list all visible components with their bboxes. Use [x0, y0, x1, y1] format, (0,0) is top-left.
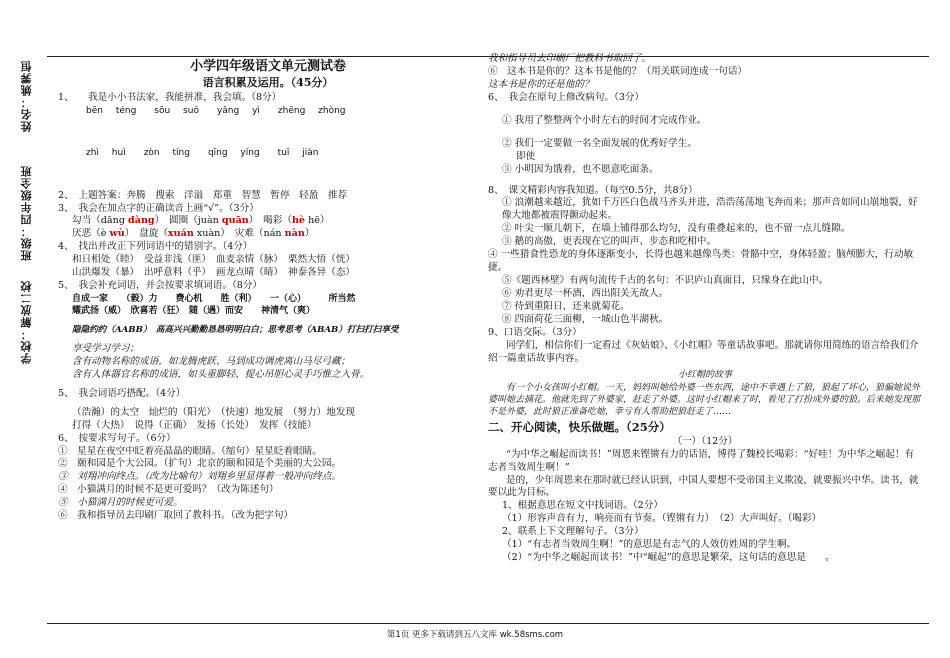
question-3: 3、 我会在加点字的正确读音上画“√”。（3分） [58, 202, 259, 214]
name-label: 姓名：姚霁恒 [20, 60, 33, 132]
reading-question-1: 1、根据意思在短文中找词语。（2分） [502, 500, 663, 512]
question-6-row-a: （浩瀚）的太空 灿烂的（阳光） （快速）地发展 （努力）地发现 [72, 406, 356, 418]
pinyin-row-2: zhì huì zòn tíng qīng yíng tuī jiàn [86, 148, 319, 159]
reading-paragraph-2: 是的，少年周恩来在那时就已经认识到，中国人要想不受帝国主义欺凌，就要振兴中华。读书，就要以此为目标。 [488, 474, 919, 499]
right-column [488, 53, 922, 565]
reading-question-2: 2、联系上下文理解句子。（3分） [502, 526, 644, 538]
reading-paragraph-1: “为中华之崛起而读书！”周恩来铿锵有力的话语，博得了魏校长喝彩：“好哇！为中华之崛起！有志者当效周生啊！” [488, 448, 915, 473]
question-1: 1、 我是小小书法家，我能拼准，我会填。（8分） [58, 92, 282, 104]
section-two-title: 二、开心阅读，快乐做题。（25分） [488, 420, 671, 435]
question-4: 4、 找出并改正下列词语中的错别字。（4分） [58, 241, 253, 253]
question-5-row-a: 自成一家 （毅）力 费心机 胜（利） 一（心） 所当然 [72, 294, 356, 305]
reading-answer-2a: （1）“有志者当效周生啊！”的意思是有志气的人效仿姓周的学生啊。 [502, 539, 797, 551]
question-7-item-1: ① 星星在夜空中眨着亮晶晶的眼睛。（缩句）星星眨着眼睛。 [58, 445, 322, 457]
revise-insert-word: 即使 [516, 150, 536, 162]
question-4-row-a: 和日相处（睦） 受益非浅（匪） 血麦亲情（脉） 栗然大悟（恍） [72, 254, 356, 266]
question-5-row-b: 耀武扬（威） 欣喜若（狂） 随（遇）而安 神清气（爽） [72, 306, 316, 317]
question-7-item-6: ⑥ 我和指导员去印刷厂取回了教科书。（改为把字句） [58, 510, 294, 522]
text-recall-2: ② 叶尖一顺儿朝下，在墙上铺得那么均匀，没有重叠起来的，也不留一点儿缝隙。 [502, 223, 851, 235]
question-8: 8、 课文精彩内容我知道。（每空0.5分，共8分） [488, 184, 698, 196]
text-recall-7: ⑦ 待到重阳日，还来就菊花。 [502, 300, 630, 312]
text-recall-3: ③ 鹅的高傲，更表现在它的叫声、步态和吃相中。 [502, 236, 717, 248]
question-7-item-3: ③ 刘翔冲向终点。（改为比喻句）刘翔乡里显得着一般冲向终点。 [58, 471, 342, 483]
question-5-row-c: 隐隐约约（AABB） 高高兴兴勤勤恳恳明明白白；思考思考（ABAB）打扫打扫享受 [72, 325, 399, 336]
question-2: 2、 上题答案：奔腾 搜索 洋溢 郑重 智慧 暂停 轻盈 推荐 [58, 189, 348, 201]
reading-answer-2b: （2）“为中华之崛起而读书！”中“崛起”的意思是繁荣，这句话的意思是 。 [502, 552, 835, 564]
story-text: 有一个小女孩叫小红帽。一天，妈妈叫她给外婆一些东西，途中不幸遇上了狼，狼起了坏心，狼骗她说外婆叫她去摘花。他就先到了外婆家，赶走了外婆。这时小红帽来了时，看见了打扮成外婆的狼。后来她发现那不是外婆，此时狼正准备吃她，幸亏有人帮助把狼赶走了…… [488, 382, 921, 418]
exam-title: 小学四年级语文单元测试卷 [189, 59, 346, 74]
question-7-item-5: ⑤ 小猫满月的时候更可爱。 [58, 497, 183, 509]
question-7-item-4: ④ 小猫满月的时候不是更可爱吗？（改为陈述句） [58, 484, 279, 496]
section-one-title: 语言积累及运用。（45分） [202, 75, 334, 89]
question-6: 5、 我会词语巧搭配。（4分） [58, 387, 186, 399]
question-7-item-2: ② 颐和园是个大公园。（扩句）北京的颐和园是个美丽的大公园。 [58, 458, 342, 470]
text-recall-6: ⑥ 劝君更尽一杯酒，西出阳关无故人。 [502, 288, 669, 299]
answer-space [58, 117, 478, 147]
revise-sentence-1: ① 我用了整整两个小时左右的时间才完成作业。 [502, 114, 707, 126]
question-7: 6、 按要求写句子。（6分） [58, 432, 176, 444]
school-label: 学校：解放二校 [20, 280, 33, 364]
question-9-prompt: 同学们，相信你们一定看过《灰姑娘》、《小红帽》等童话故事吧。那就请你用简练的语言给我们介绍一篇童话故事内容。 [488, 339, 919, 364]
class-label: 班级：四年级全班 [20, 165, 33, 261]
section-two-subtitle: （一）（12分） [672, 435, 738, 447]
question-6-revise: 6、 我会在原句上修改病句。（3分） [488, 91, 645, 103]
question-6-row-b: 打得（大热） 说得（正确） 发扬（长处） 发挥（技能） [72, 419, 317, 431]
question-5-row-e: 含有动物名称的成语，如龙腾虎跃、马到成功调虎离山马尽弓藏； [72, 355, 351, 367]
page-footer: 第1页 更多下载请到五八文库 wk.58sms.com [386, 630, 564, 640]
pinyin-row-1: bēn téng sōu suǒ yǎng yì zhēng zhòng [86, 106, 346, 117]
answer-text: 我和指导员去印刷厂把教科书取回了。 [488, 53, 652, 64]
question-item: ⑥ 这本书是你的？这本书是他的？（用关联词连成一句话） [488, 65, 748, 77]
question-5: 5、 我会补充词语，并会按要求填词语。（8分） [58, 280, 263, 292]
text-recall-5: ⑤《题西林壁》有两句流传千古的名句：不识庐山真面目，只缘身在此山中。 [502, 275, 829, 287]
reading-answer-1: （1）形容声音有力，响亮而有节奏。（铿锵有力） （2）大声叫好。（喝彩） [502, 513, 822, 525]
left-column [58, 58, 478, 523]
revise-sentence-3: ③ 小明因为饿着，也不愿意吃面条。 [502, 163, 659, 175]
question-5-row-d: 享受学习学习； [72, 342, 140, 354]
question-5-row-f: 含有人体器官名称的成语，如头重脚轻、提心吊胆心灵手巧惟之入骨。 [72, 368, 370, 380]
text-recall-8: ⑧ 四面荷花三面柳，一城山色半湖秋。 [502, 313, 669, 325]
text-recall-4: ④ 一些猎食性恐龙的身体逐渐变小，长得也越来越像鸟类：骨骼中空，身体轻盈；脑颅膨大，行动敏捷。 [488, 249, 914, 274]
question-9: 9、口语交际。（3分） [488, 326, 582, 338]
revise-sentence-2: ② 我们一定要做一名全面发展的优秀好学生。 [502, 137, 697, 149]
question-3-row-b: 厌恶（è wù） 盘旋（xuán xuàn） 灾难（nán nàn） [72, 228, 315, 240]
text-recall-1: ① 浪潮越来越近，犹如千万匹白色战马齐头并进，浩浩荡荡地飞奔而来；那声音如同山崩地裂，好像大地都被震得颤动起来。 [502, 197, 918, 222]
story-title: 小红帽的故事 [677, 369, 732, 380]
answer-space [58, 160, 478, 190]
question-3-row-a: 勾当（dāng dàng） 圆圈（juàn quān） 喝彩（hè hē） [72, 215, 330, 227]
question-4-row-b: 山洪爆发（暴） 出呼意料（乎） 画龙点晴（睛） 神泰各异（态） [72, 267, 356, 279]
answer-text: 这本书是你的还是他的？ [488, 78, 594, 90]
